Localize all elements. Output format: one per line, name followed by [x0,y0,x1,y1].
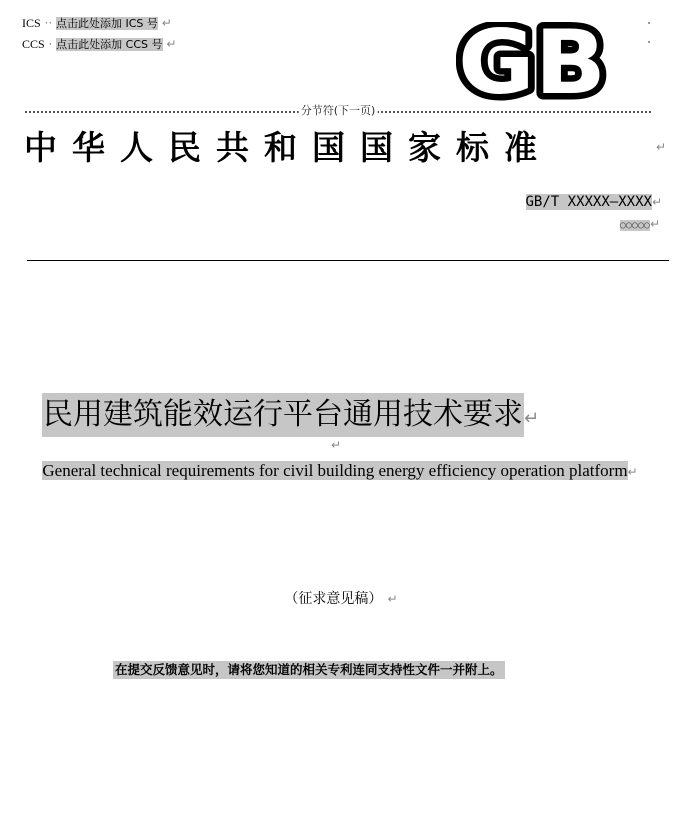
replaces-line [620,217,660,231]
paragraph-mark: ↵ [649,217,660,231]
draft-line [0,588,682,608]
ics-line: ICS ·· 点击此处添加 ICS 号 ↵ [22,16,172,30]
paragraph-mark: ↵ [331,438,342,452]
notice-line [113,659,505,679]
national-standard-title: 中华人民共和国国家标准 [24,128,552,167]
section-break [25,104,651,118]
ics-label: ICS [22,16,41,30]
draft-label: （征求意见稿） [284,591,383,607]
title-en-line [40,458,640,485]
ccs-placeholder[interactable]: 点击此处添加 CCS 号 [56,38,163,51]
standard-number-line [526,194,663,210]
patent-notice[interactable]: 在提交反馈意见时，请将您知道的相关专利连同支持性文件一并附上。 [115,662,503,677]
title-cn-line [42,393,539,437]
gb-logo-text: GB [458,22,606,102]
standard-number[interactable]: GB/T XXXXX—XXXX [525,194,652,210]
paragraph-mark: ↵ [524,408,540,429]
paragraph-mark: ↵ [161,16,172,30]
section-break-label: 分节符(下一页) [300,104,376,117]
paragraph-mark: ↵ [651,195,662,209]
ccs-line: CCS · 点击此处添加 CCS 号 ↵ [22,37,177,51]
paragraph-mark: ↵ [387,592,398,606]
replaces-placeholder[interactable]: ○○○○○ [619,220,650,231]
ics-placeholder[interactable]: 点击此处添加 ICS 号 [55,17,158,30]
layout-dot [648,22,650,24]
paragraph-mark: ↵ [656,140,667,154]
paragraph-mark: ↵ [627,465,638,479]
gb-logo [456,22,608,102]
header-rule [27,260,669,261]
title-en[interactable]: General technical requirements for civil building energy efficiency operation platform [42,461,628,480]
paragraph-mark: ↵ [166,37,177,51]
title-cn[interactable]: 民用建筑能效运行平台通用技术要求 [42,393,524,437]
layout-dot [648,41,650,43]
ccs-label: CCS [22,37,45,51]
